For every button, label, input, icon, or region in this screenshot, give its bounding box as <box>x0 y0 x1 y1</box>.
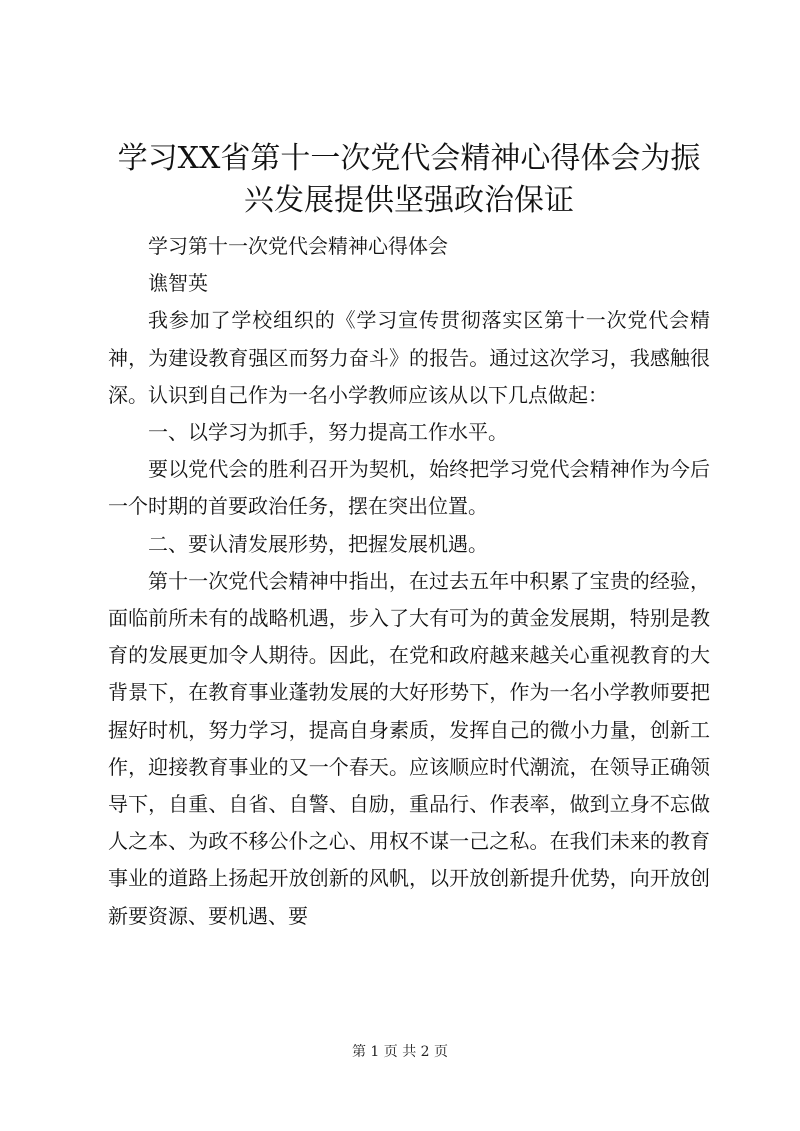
page-number-footer: 第 1 页 共 2 页 <box>351 1044 449 1060</box>
section-heading-1: 一、以学习为抓手，努力提高工作水平。 <box>148 420 508 445</box>
document-page <box>108 138 710 935</box>
document-title: 学习XX省第十一次党代会精神心得体会为振兴发展提供坚强政治保证 <box>117 141 701 218</box>
paragraph-section-2: 第十一次党代会精神中指出，在过去五年中积累了宝贵的经验，面临前所未有的战略机遇，步入了大有可为的黄金发展期，特别是教育的发展更加令人期待。因此，在党和政府越来越关心重视教育的大背景下，在教育事业蓬勃发展的大好形势下，作为一名小学教师要把握好时机，努力学习，提高自身素质，发挥自己的微小力量，创新工作，迎接教育事业的又一个春天。应该顺应时代潮流，在领导正确领导下，自重、自省、自警、自励，重品行、作表率，做到立身不忘做人之本、为政不移公仆之心、用权不谋一己之私。在我们未来的教育事业的道路上扬起开放创新的风帆，以开放创新提升优势，向开放创新要资源、要机遇、要 <box>108 568 710 928</box>
section-heading-2: 二、要认清发展形势，把握发展机遇。 <box>148 531 488 556</box>
document-author: 谯智英 <box>148 271 208 296</box>
paragraph-intro: 我参加了学校组织的《学习宣传贯彻落实区第十一次党代会精神，为建设教育强区而努力奋斗》的报告。通过这次学习，我感触很深。认识到自己作为一名小学教师应该从以下几点做起： <box>108 308 710 407</box>
document-subtitle: 学习第十一次党代会精神心得体会 <box>148 234 448 258</box>
paragraph-section-1: 要以党代会的胜利召开为契机，始终把学习党代会精神作为今后一个时期的首要政治任务，摆在突出位置。 <box>108 457 710 519</box>
